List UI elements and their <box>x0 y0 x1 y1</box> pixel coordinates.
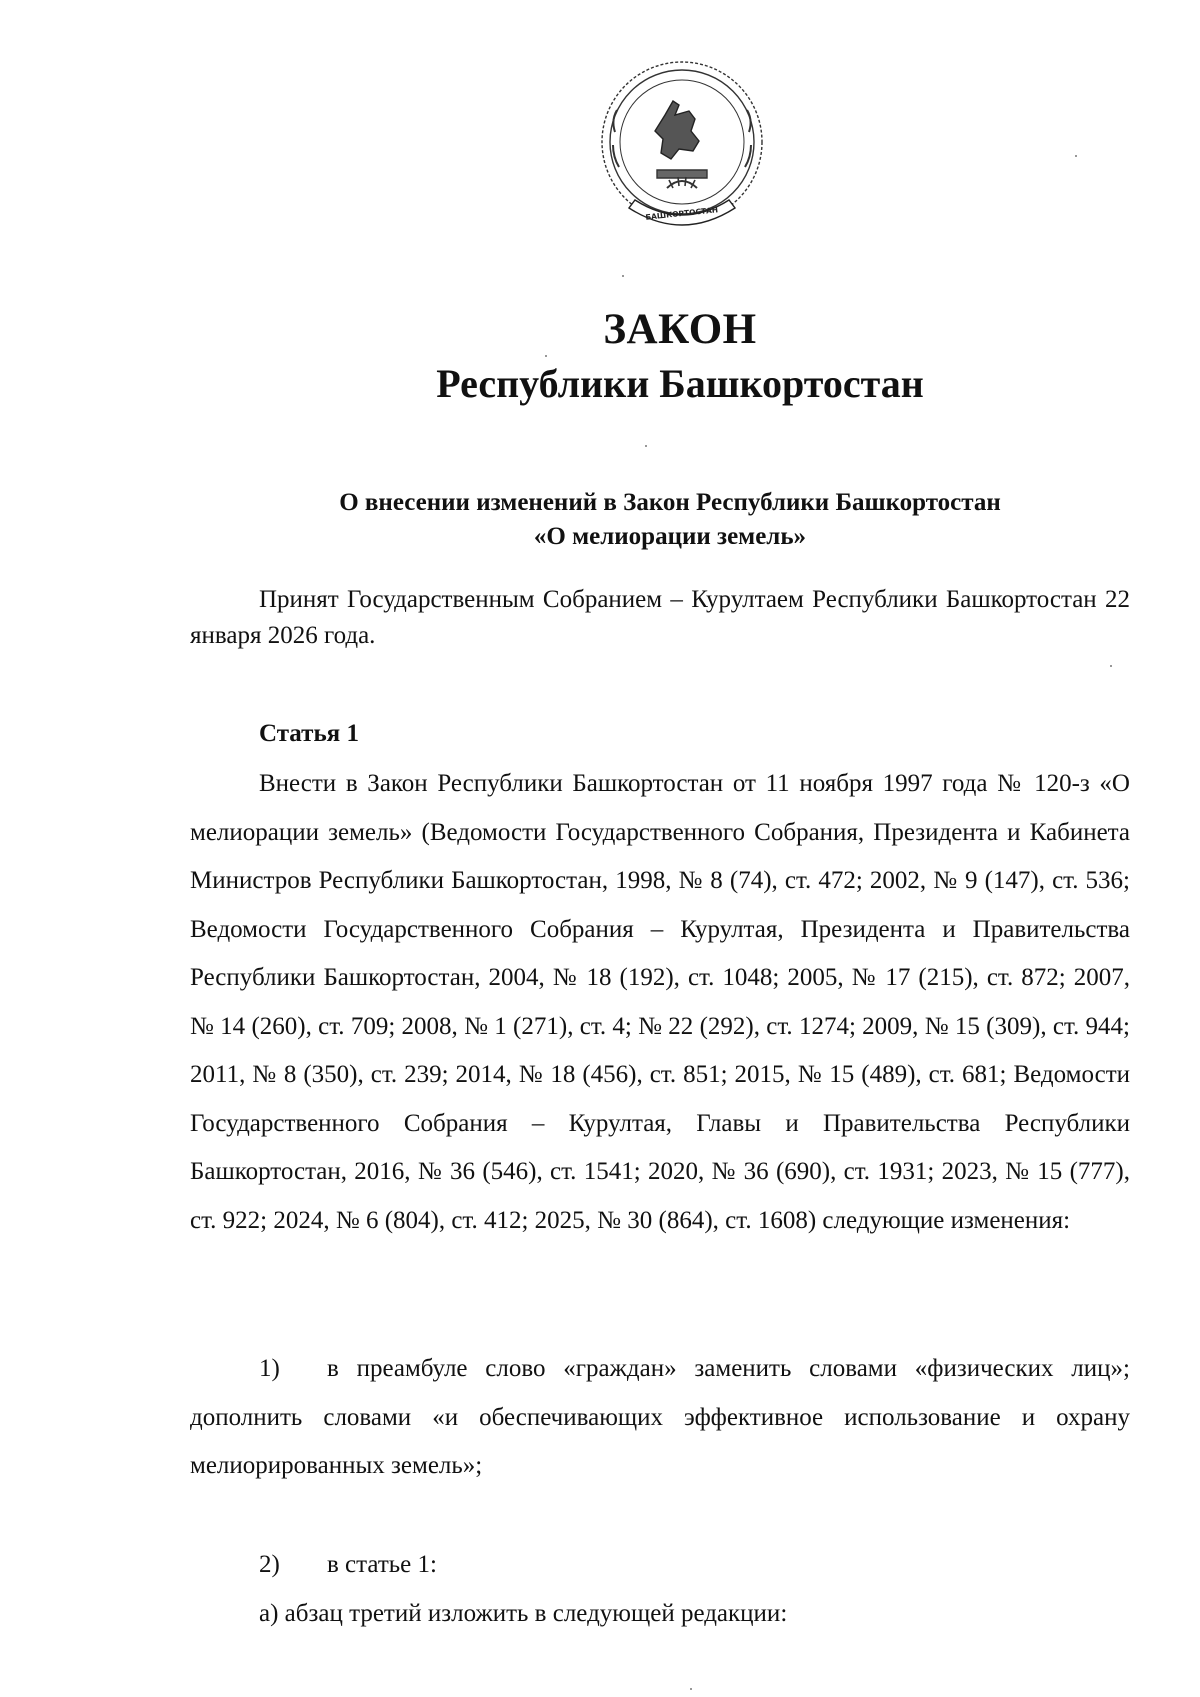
scan-speck <box>545 355 547 357</box>
list-item-text: в статье 1: <box>327 1551 437 1578</box>
law-heading-line1: О внесении изменений в Закон Республики Башкортостан <box>339 489 1001 516</box>
scan-speck <box>622 275 624 277</box>
list-item <box>190 1345 1130 1491</box>
article-intro-paragraph: Внести в Закон Республики Башкортостан от 11 ноября 1997 года № 120-з «О мелиорации земель» (Ведомости Государственного Собрания, Президента и Кабинета Министров Республики Башкортостан, 1998, № 8 (74), ст. 472; 2002, № 9 (147), ст. 536; Ведомости Государственного Собрания – Курултая, Президента и Правительства Республики Башкортостан, 2004, № 18 (192), ст. 1048; 2005, № 17 (215), ст. 872; 2007, № 14 (260), ст. 709; 2008, № 1 (271), ст. 4; № 22 (292), ст. 1274; 2009, № 15 (309), ст. 944; 2011, № 8 (350), ст. 239; 2014, № 18 (456), ст. 851; 2015, № 15 (489), ст. 681; Ведомости Государственного Собрания – Курултая, Главы и Правительства Республики Башкортостан, 2016, № 36 (546), ст. 1541; 2020, № 36 (690), ст. 1931; 2023, № 15 (777), ст. 922; 2024, № 6 (804), ст. 412; 2025, № 30 (864), ст. 1608) следующие изменения: <box>190 770 1130 1234</box>
document-subtitle: Республики Башкортостан <box>436 361 924 406</box>
subitem-paragraph: а) абзац третий изложить в следующей редакции: <box>259 1600 788 1627</box>
coat-of-arms-emblem <box>587 50 777 240</box>
adoption-statement: Принят Государственным Собранием – Курултаем Республики Башкортостан 22 января 2026 года. <box>190 586 1130 649</box>
scan-speck <box>1075 155 1077 157</box>
document-title: ЗАКОН <box>603 306 757 353</box>
list-item-number: 1) <box>259 1355 280 1382</box>
law-heading-line2: «О мелиорации земель» <box>533 523 807 550</box>
scan-speck <box>645 445 647 447</box>
scan-speck <box>1110 665 1112 667</box>
scan-speck <box>690 1688 692 1690</box>
list-item <box>190 1541 1130 1590</box>
emblem-label: БАШКОРТОСТАН <box>644 205 719 222</box>
list-item-text: в преамбуле слово «граждан» заменить словами «физических лиц»; дополнить словами «и обеспечивающих эффективное использование и охрану мелиорированных земель»; <box>190 1355 1130 1479</box>
article-title: Статья 1 <box>259 720 359 747</box>
list-item-number: 2) <box>259 1551 280 1578</box>
